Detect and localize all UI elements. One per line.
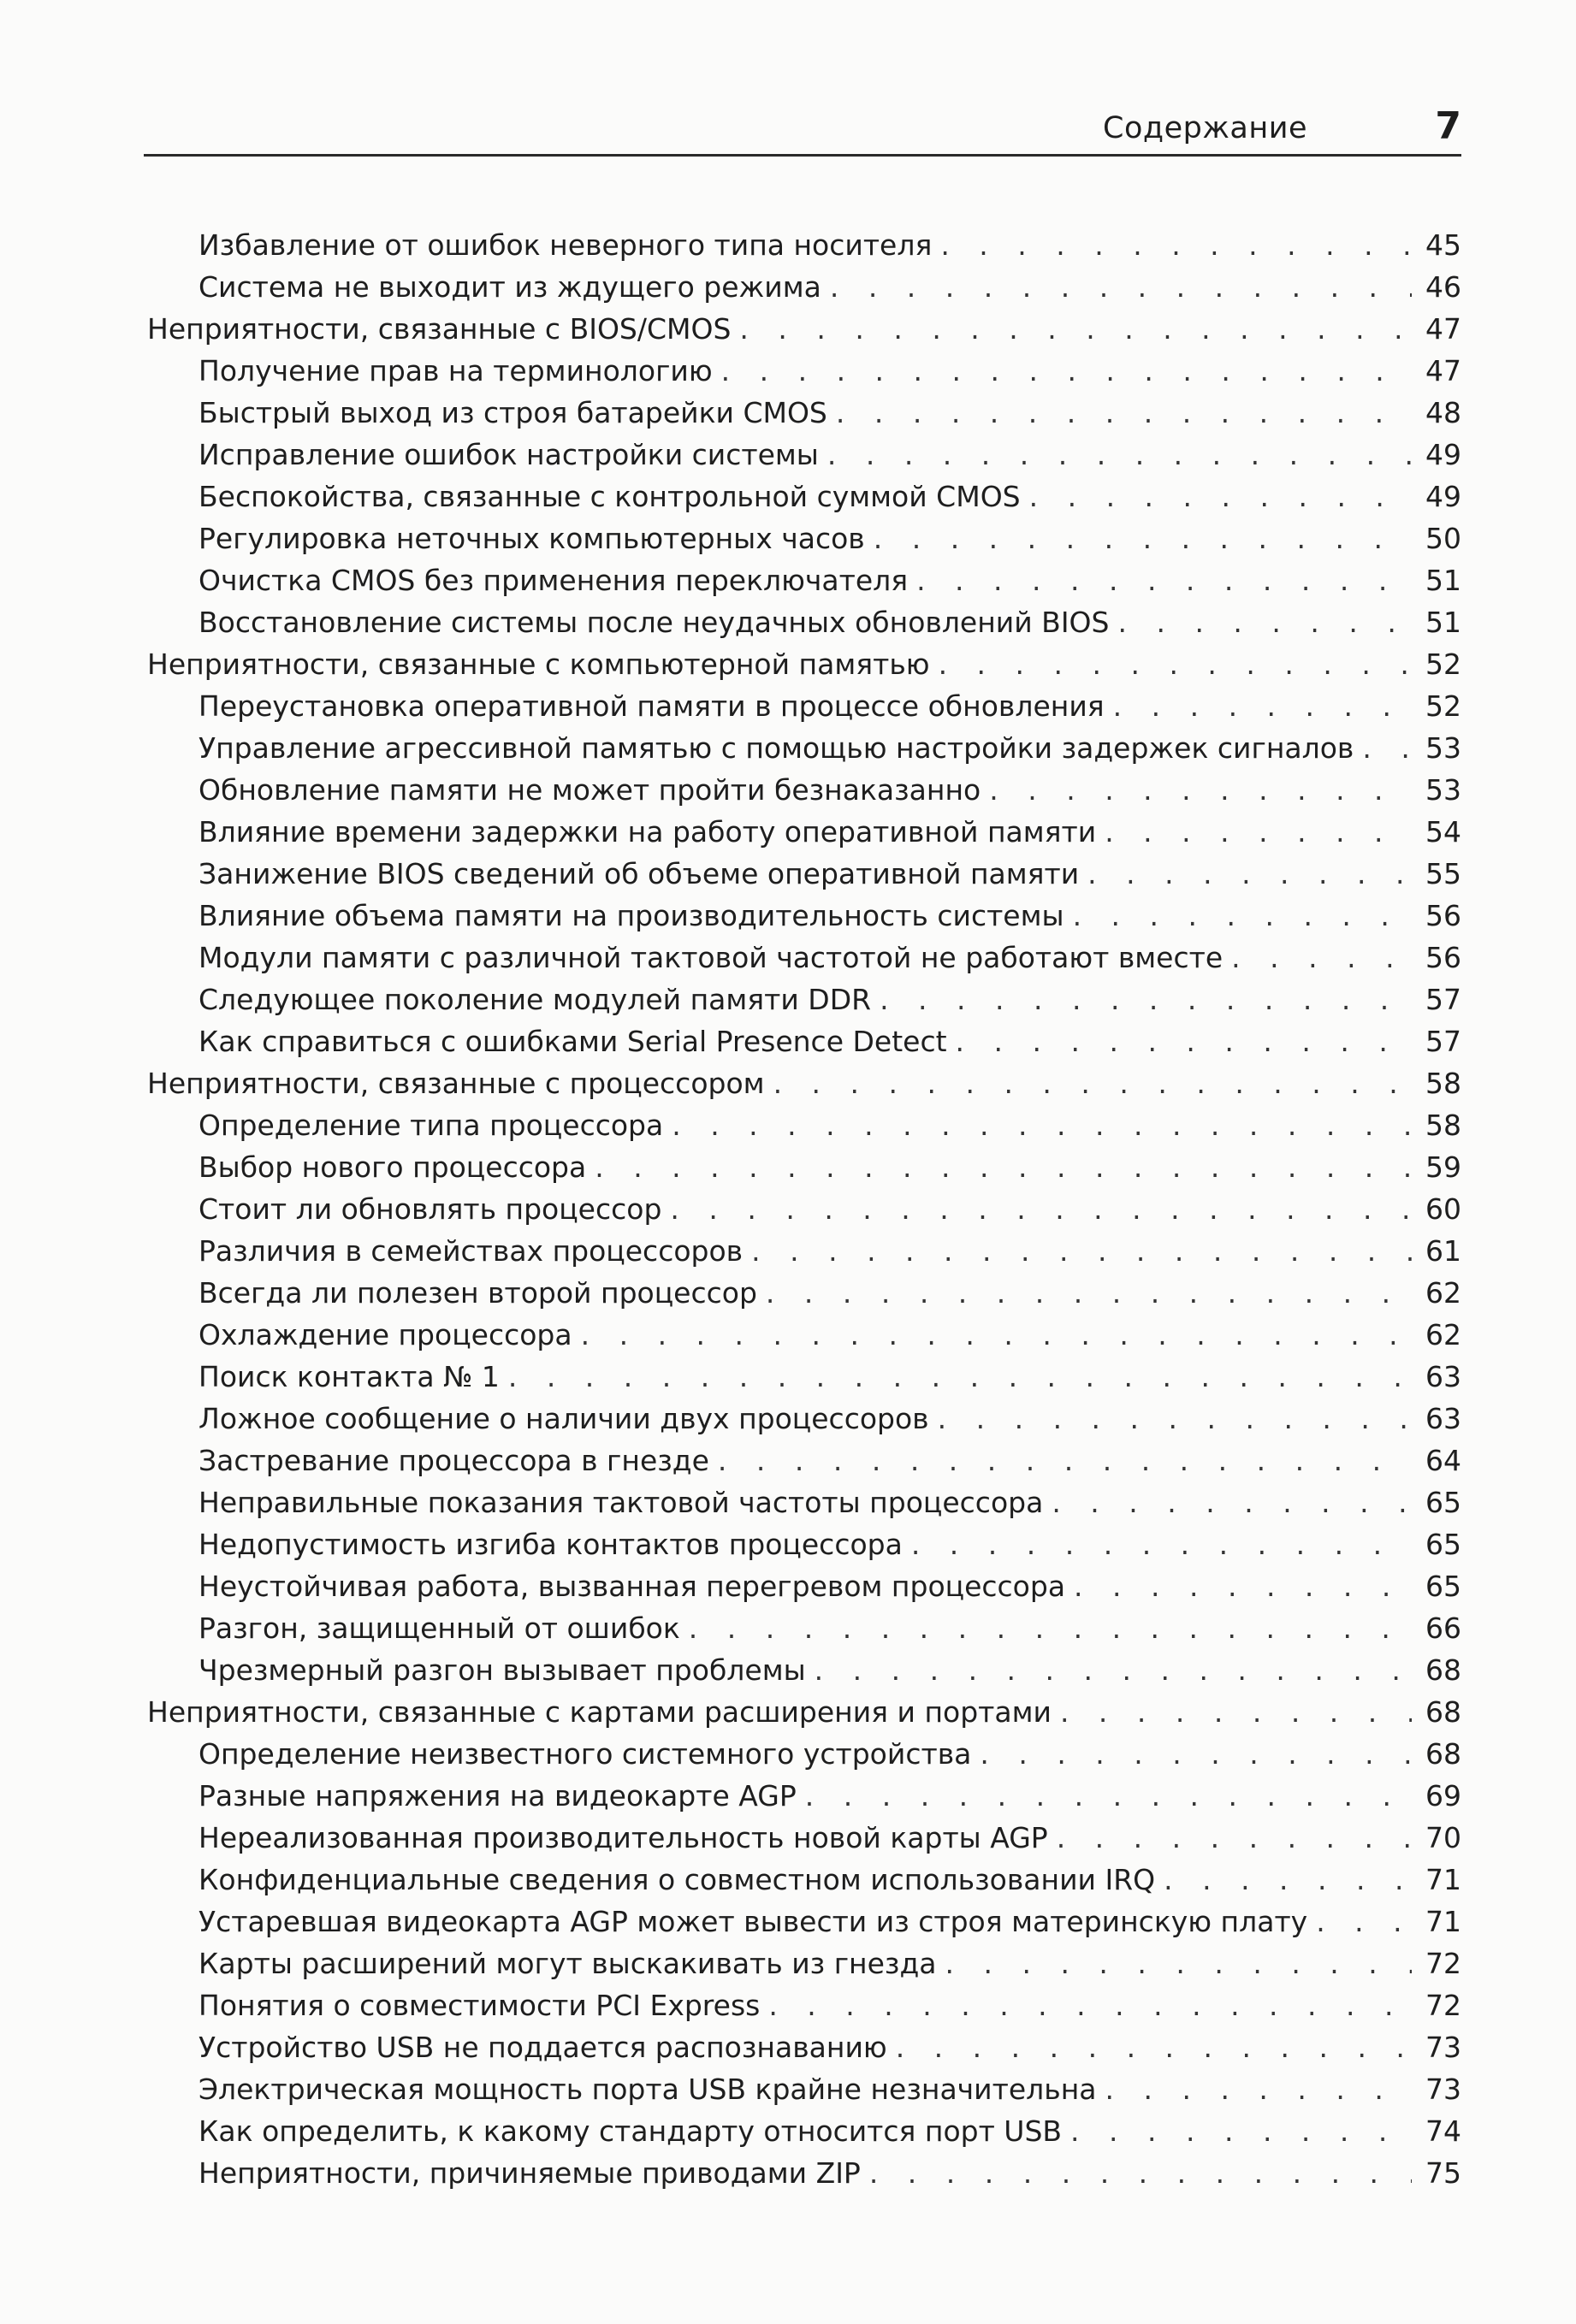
dot-leader bbox=[1362, 727, 1412, 769]
toc-entry-page: 51 bbox=[1425, 606, 1461, 639]
toc-entry-title: Стоит ли обновлять процессор bbox=[198, 1192, 662, 1226]
toc-entry-page: 66 bbox=[1425, 1611, 1461, 1645]
toc-entry-title: Устаревшая видеокарта AGP может вывести из строя материнскую плату bbox=[198, 1905, 1308, 1938]
toc-entry-page: 73 bbox=[1425, 2073, 1461, 2106]
toc-chapter-entry bbox=[147, 643, 1461, 685]
dot-leader bbox=[1113, 685, 1412, 727]
dot-leader bbox=[938, 1398, 1412, 1440]
toc-entry-page: 62 bbox=[1425, 1318, 1461, 1351]
toc-entry bbox=[147, 1817, 1461, 1859]
toc-entry-title: Охлаждение процессора bbox=[198, 1318, 572, 1351]
dot-leader bbox=[1070, 2110, 1412, 2152]
toc-entry-page: 69 bbox=[1425, 1779, 1461, 1812]
dot-leader bbox=[830, 266, 1412, 308]
toc-entry bbox=[147, 1272, 1461, 1314]
toc-entry-page: 75 bbox=[1425, 2156, 1461, 2190]
dot-leader bbox=[1087, 853, 1412, 895]
toc-entry-page: 62 bbox=[1425, 1276, 1461, 1310]
dot-leader bbox=[766, 1272, 1412, 1314]
running-title: Содержание bbox=[1103, 111, 1307, 145]
toc-entry bbox=[147, 769, 1461, 811]
dot-leader bbox=[721, 350, 1412, 392]
toc-entry bbox=[147, 1356, 1461, 1398]
toc-entry-title: Регулировка неточных компьютерных часов bbox=[198, 522, 865, 555]
toc-entry-page: 61 bbox=[1425, 1234, 1461, 1268]
toc-entry bbox=[147, 1440, 1461, 1481]
toc-entry-page: 51 bbox=[1425, 564, 1461, 597]
toc-entry-page: 53 bbox=[1425, 773, 1461, 807]
toc-entry-title: Неприятности, связанные с BIOS/CMOS bbox=[147, 312, 732, 346]
dot-leader bbox=[911, 1523, 1412, 1565]
dot-leader bbox=[869, 2152, 1412, 2194]
dot-leader bbox=[1073, 895, 1412, 937]
toc-entry bbox=[147, 1481, 1461, 1523]
toc-entry bbox=[147, 1943, 1461, 1984]
toc-entry-title: Занижение BIOS сведений об объеме оперативной памяти bbox=[198, 857, 1080, 890]
toc-entry bbox=[147, 2152, 1461, 2194]
toc-entry-title: Быстрый выход из строя батарейки CMOS bbox=[198, 396, 827, 429]
toc-entry-title: Определение неизвестного системного устройства bbox=[198, 1737, 972, 1771]
page-header bbox=[144, 101, 1461, 157]
toc-entry-page: 56 bbox=[1425, 899, 1461, 932]
dot-leader bbox=[916, 559, 1412, 601]
toc-entry-page: 72 bbox=[1425, 1947, 1461, 1980]
dot-leader bbox=[1117, 601, 1412, 643]
dot-leader bbox=[508, 1356, 1412, 1398]
toc-entry-page: 50 bbox=[1425, 522, 1461, 555]
toc-entry-page: 52 bbox=[1425, 648, 1461, 681]
toc-entry-page: 54 bbox=[1425, 815, 1461, 849]
toc-chapter-entry bbox=[147, 308, 1461, 350]
toc-entry-title: Всегда ли полезен второй процессор bbox=[198, 1276, 757, 1310]
toc-entry-title: Как справиться с ошибками Serial Presence Detect bbox=[198, 1025, 947, 1058]
toc-entry-page: 58 bbox=[1425, 1109, 1461, 1142]
toc-entry-title: Понятия о совместимости PCI Express bbox=[198, 1989, 761, 2022]
dot-leader bbox=[896, 2026, 1412, 2068]
toc-entry bbox=[147, 727, 1461, 769]
toc-entry bbox=[147, 392, 1461, 434]
dot-leader bbox=[939, 643, 1412, 685]
toc-entry-title: Разные напряжения на видеокарте AGP bbox=[198, 1779, 797, 1812]
dot-leader bbox=[805, 1775, 1412, 1817]
toc-entry-title: Выбор нового процессора bbox=[198, 1150, 587, 1184]
toc-chapter-entry bbox=[147, 1691, 1461, 1733]
dot-leader bbox=[689, 1607, 1412, 1649]
dot-leader bbox=[880, 979, 1412, 1020]
toc-entry-title: Поиск контакта № 1 bbox=[198, 1360, 500, 1393]
dot-leader bbox=[945, 1943, 1413, 1984]
toc-entry-title: Различия в семействах процессоров bbox=[198, 1234, 744, 1268]
toc-entry-title: Конфиденциальные сведения о совместном использовании IRQ bbox=[198, 1863, 1156, 1896]
toc-entry-title: Получение прав на терминологию bbox=[198, 354, 713, 387]
toc-entry-title: Неприятности, причиняемые приводами ZIP bbox=[198, 2156, 861, 2190]
toc-entry bbox=[147, 1020, 1461, 1062]
dot-leader bbox=[670, 1188, 1412, 1230]
toc-entry-page: 49 bbox=[1425, 480, 1461, 513]
toc-entry-title: Влияние объема памяти на производительность системы bbox=[198, 899, 1064, 932]
dot-leader bbox=[595, 1146, 1412, 1188]
toc-entry-title: Как определить, к какому стандарту относится порт USB bbox=[198, 2114, 1063, 2148]
toc-entry-title: Очистка CMOS без применения переключателя bbox=[198, 564, 909, 597]
toc-entry bbox=[147, 895, 1461, 937]
toc-entry-page: 52 bbox=[1425, 689, 1461, 723]
toc-entry-page: 68 bbox=[1425, 1653, 1461, 1687]
toc-entry-title: Неправильные показания тактовой частоты процессора bbox=[198, 1486, 1044, 1519]
dot-leader bbox=[827, 434, 1412, 476]
toc-entry-page: 47 bbox=[1425, 312, 1461, 346]
dot-leader bbox=[768, 1984, 1412, 2026]
toc-entry-page: 46 bbox=[1425, 270, 1461, 304]
dot-leader bbox=[773, 1062, 1412, 1104]
dot-leader bbox=[836, 392, 1412, 434]
toc-entry-title: Неустойчивая работа, вызванная перегревом процессора bbox=[198, 1570, 1066, 1603]
toc-entry-page: 48 bbox=[1425, 396, 1461, 429]
toc-entry-page: 47 bbox=[1425, 354, 1461, 387]
toc-entry-page: 49 bbox=[1425, 438, 1461, 471]
toc-entry bbox=[147, 979, 1461, 1020]
toc-entry bbox=[147, 2026, 1461, 2068]
toc-entry-title: Нереализованная производительность новой карты AGP bbox=[198, 1821, 1048, 1854]
toc-entry bbox=[147, 1565, 1461, 1607]
dot-leader bbox=[956, 1020, 1412, 1062]
toc-entry-page: 72 bbox=[1425, 1989, 1461, 2022]
toc-entry bbox=[147, 1398, 1461, 1440]
dot-leader bbox=[1164, 1859, 1412, 1901]
toc-entry-page: 59 bbox=[1425, 1150, 1461, 1184]
toc-entry-title: Недопустимость изгиба контактов процессора bbox=[198, 1528, 903, 1561]
toc-entry-title: Ложное сообщение о наличии двух процессоров bbox=[198, 1402, 929, 1435]
dot-leader bbox=[940, 224, 1412, 266]
toc-entry bbox=[147, 224, 1461, 266]
toc-entry-page: 65 bbox=[1425, 1528, 1461, 1561]
dot-leader bbox=[1231, 937, 1412, 979]
toc-entry-title: Неприятности, связанные с процессором bbox=[147, 1067, 765, 1100]
dot-leader bbox=[1105, 2068, 1413, 2110]
toc-entry-title: Разгон, защищенный от ошибок bbox=[198, 1611, 680, 1645]
dot-leader bbox=[1105, 811, 1412, 853]
toc-entry-page: 57 bbox=[1425, 983, 1461, 1016]
dot-leader bbox=[672, 1104, 1412, 1146]
toc-entry-title: Восстановление системы после неудачных обновлений BIOS bbox=[198, 606, 1110, 639]
toc-entry bbox=[147, 2068, 1461, 2110]
toc-entry-page: 68 bbox=[1425, 1737, 1461, 1771]
toc-entry-title: Карты расширений могут выскакивать из гнезда bbox=[198, 1947, 937, 1980]
toc-entry-title: Модули памяти с различной тактовой частотой не работают вместе bbox=[198, 941, 1223, 974]
toc-entry-page: 58 bbox=[1425, 1067, 1461, 1100]
toc-entry bbox=[147, 1649, 1461, 1691]
toc-entry-title: Определение типа процессора bbox=[198, 1109, 664, 1142]
toc-entry bbox=[147, 1314, 1461, 1356]
toc-entry bbox=[147, 811, 1461, 853]
toc-entry-page: 56 bbox=[1425, 941, 1461, 974]
dot-leader bbox=[751, 1230, 1412, 1272]
dot-leader bbox=[1074, 1565, 1412, 1607]
toc-entry bbox=[147, 1984, 1461, 2026]
toc-entry-page: 71 bbox=[1425, 1905, 1461, 1938]
toc-entry-title: Застревание процессора в гнезде bbox=[198, 1444, 709, 1477]
toc-entry-page: 55 bbox=[1425, 857, 1461, 890]
toc-entry-page: 57 bbox=[1425, 1025, 1461, 1058]
toc-entry bbox=[147, 1188, 1461, 1230]
dot-leader bbox=[1316, 1901, 1412, 1943]
toc-entry-title: Переустановка оперативной памяти в процессе обновления bbox=[198, 689, 1105, 723]
toc-entry bbox=[147, 1775, 1461, 1817]
toc-entry bbox=[147, 350, 1461, 392]
toc-entry-page: 53 bbox=[1425, 731, 1461, 765]
toc-entry-title: Неприятности, связанные с компьютерной памятью bbox=[147, 648, 930, 681]
toc-entry-page: 45 bbox=[1425, 228, 1461, 262]
toc-entry-title: Избавление от ошибок неверного типа носителя bbox=[198, 228, 933, 262]
dot-leader bbox=[989, 769, 1412, 811]
toc-entry bbox=[147, 1607, 1461, 1649]
dot-leader bbox=[581, 1314, 1412, 1356]
toc-entry-title: Система не выходит из ждущего режима bbox=[198, 270, 821, 304]
toc-entry-page: 68 bbox=[1425, 1695, 1461, 1729]
dot-leader bbox=[874, 517, 1412, 559]
dot-leader bbox=[1060, 1691, 1412, 1733]
toc-entry-page: 64 bbox=[1425, 1444, 1461, 1477]
toc-entry-page: 74 bbox=[1425, 2114, 1461, 2148]
toc-entry-title: Обновление памяти не может пройти безнаказанно bbox=[198, 773, 981, 807]
toc-entry bbox=[147, 266, 1461, 308]
toc-entry-page: 60 bbox=[1425, 1192, 1461, 1226]
toc-entry-title: Влияние времени задержки на работу оперативной памяти bbox=[198, 815, 1097, 849]
toc-entry bbox=[147, 1230, 1461, 1272]
toc-entry bbox=[147, 1146, 1461, 1188]
toc-entry bbox=[147, 476, 1461, 517]
toc-entry-title: Беспокойства, связанные с контрольной суммой CMOS bbox=[198, 480, 1021, 513]
toc-entry-title: Управление агрессивной памятью с помощью настройки задержек сигналов bbox=[198, 731, 1354, 765]
toc-entry bbox=[147, 1901, 1461, 1943]
toc-entry bbox=[147, 2110, 1461, 2152]
toc-entry bbox=[147, 601, 1461, 643]
toc-entry bbox=[147, 937, 1461, 979]
dot-leader bbox=[980, 1733, 1412, 1775]
toc-entry-title: Электрическая мощность порта USB крайне незначительна bbox=[198, 2073, 1097, 2106]
table-of-contents bbox=[147, 224, 1461, 2194]
toc-entry-page: 65 bbox=[1425, 1570, 1461, 1603]
toc-entry-title: Следующее поколение модулей памяти DDR bbox=[198, 983, 872, 1016]
dot-leader bbox=[1052, 1481, 1412, 1523]
toc-entry-title: Чрезмерный разгон вызывает проблемы bbox=[198, 1653, 806, 1687]
toc-entry-page: 73 bbox=[1425, 2031, 1461, 2064]
toc-entry-page: 63 bbox=[1425, 1402, 1461, 1435]
page-number: 7 bbox=[1435, 104, 1461, 148]
dot-leader bbox=[739, 308, 1412, 350]
toc-entry-page: 63 bbox=[1425, 1360, 1461, 1393]
toc-entry bbox=[147, 1859, 1461, 1901]
toc-entry bbox=[147, 434, 1461, 476]
toc-entry bbox=[147, 853, 1461, 895]
toc-entry-page: 70 bbox=[1425, 1821, 1461, 1854]
toc-entry bbox=[147, 685, 1461, 727]
dot-leader bbox=[1057, 1817, 1412, 1859]
toc-chapter-entry bbox=[147, 1062, 1461, 1104]
dot-leader bbox=[815, 1649, 1412, 1691]
toc-entry-title: Неприятности, связанные с картами расширения и портами bbox=[147, 1695, 1052, 1729]
toc-entry bbox=[147, 1733, 1461, 1775]
toc-entry-title: Устройство USB не поддается распознаванию bbox=[198, 2031, 887, 2064]
dot-leader bbox=[1029, 476, 1412, 517]
dot-leader bbox=[718, 1440, 1412, 1481]
toc-entry bbox=[147, 1523, 1461, 1565]
toc-entry bbox=[147, 1104, 1461, 1146]
toc-entry-page: 71 bbox=[1425, 1863, 1461, 1896]
toc-entry-title: Исправление ошибок настройки системы bbox=[198, 438, 819, 471]
toc-entry bbox=[147, 517, 1461, 559]
toc-entry bbox=[147, 559, 1461, 601]
toc-entry-page: 65 bbox=[1425, 1486, 1461, 1519]
